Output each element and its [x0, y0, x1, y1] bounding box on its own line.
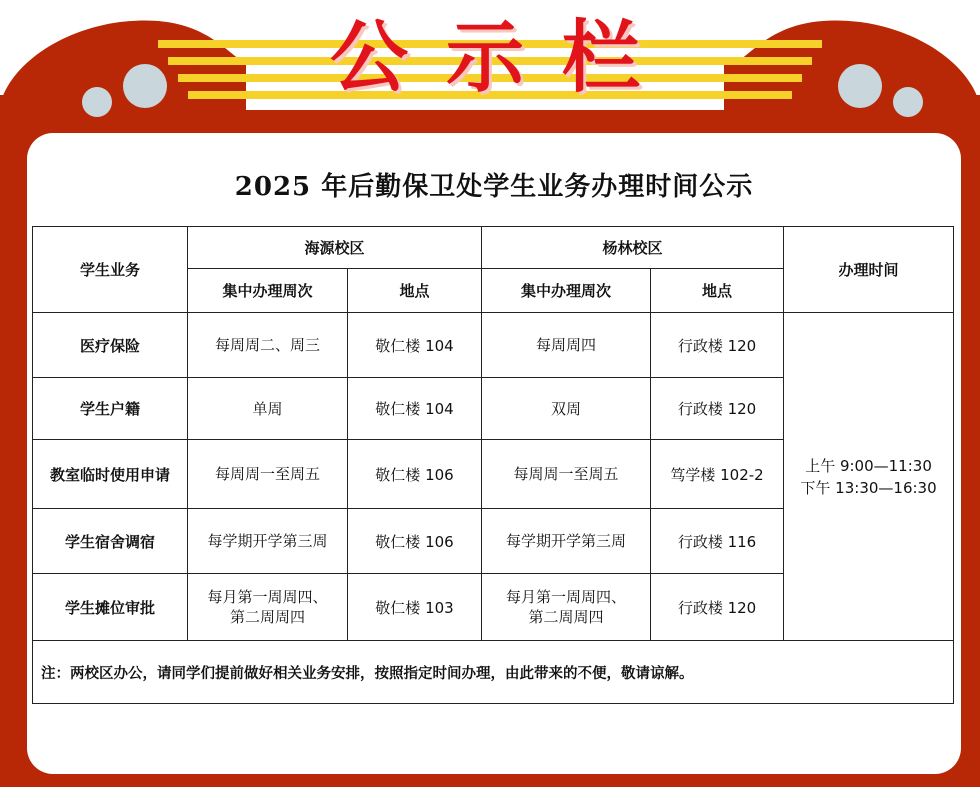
- business-name: 学生摊位审批: [33, 574, 188, 641]
- place-cell: 敬仁楼 106: [348, 440, 482, 509]
- week-cell: 每月第一周周四、 第二周周四: [482, 574, 651, 641]
- office-hours-afternoon: 下午 13:30—16:30: [800, 478, 937, 497]
- place-cell: 行政楼 120: [651, 313, 784, 378]
- header-week: 集中办理周次: [482, 269, 651, 313]
- week-cell: 每学期开学第三周: [188, 509, 348, 574]
- header-campus-haiyuan: 海源校区: [188, 227, 482, 269]
- place-cell: 敬仁楼 106: [348, 509, 482, 574]
- header-place: 地点: [651, 269, 784, 313]
- office-hours-morning: 上午 9:00—11:30: [805, 456, 932, 475]
- place-cell: 行政楼 120: [651, 574, 784, 641]
- place-cell: 笃学楼 102-2: [651, 440, 784, 509]
- place-cell: 敬仁楼 104: [348, 378, 482, 440]
- place-cell: 敬仁楼 103: [348, 574, 482, 641]
- week-cell: 单周: [188, 378, 348, 440]
- place-cell: 敬仁楼 104: [348, 313, 482, 378]
- decorative-dot: [893, 87, 923, 117]
- business-name: 学生宿舍调宿: [33, 509, 188, 574]
- week-cell: 每周周一至周五: [188, 440, 348, 509]
- business-name: 学生户籍: [33, 378, 188, 440]
- week-cell: 每周周四: [482, 313, 651, 378]
- place-cell: 行政楼 116: [651, 509, 784, 574]
- week-cell: 每周周二、周三: [188, 313, 348, 378]
- header-week: 集中办理周次: [188, 269, 348, 313]
- decorative-dot: [123, 64, 167, 108]
- header-campus-yanglin: 杨林校区: [482, 227, 784, 269]
- table-row: [33, 313, 954, 378]
- week-cell: 每学期开学第三周: [482, 509, 651, 574]
- week-cell: 双周: [482, 378, 651, 440]
- place-cell: 行政楼 120: [651, 378, 784, 440]
- document-title: 2025 年后勤保卫处学生业务办理时间公示: [234, 172, 754, 202]
- header-place: 地点: [348, 269, 482, 313]
- business-name: 教室临时使用申请: [33, 440, 188, 509]
- week-cell: 每周周一至周五: [482, 440, 651, 509]
- header-business: 学生业务: [33, 227, 188, 313]
- banner-title: 公示栏: [329, 13, 678, 103]
- week-cell: 每月第一周周四、 第二周周四: [188, 574, 348, 641]
- business-name: 医疗保险: [33, 313, 188, 378]
- footnote: 注：两校区办公，请同学们提前做好相关业务安排，按照指定时间办理，由此带来的不便，敬请谅解。: [33, 641, 954, 704]
- decorative-dot: [838, 64, 882, 108]
- decorative-dot: [82, 87, 112, 117]
- schedule-table: [32, 226, 954, 704]
- header-office-time: 办理时间: [784, 227, 954, 313]
- office-hours-cell: [784, 313, 954, 641]
